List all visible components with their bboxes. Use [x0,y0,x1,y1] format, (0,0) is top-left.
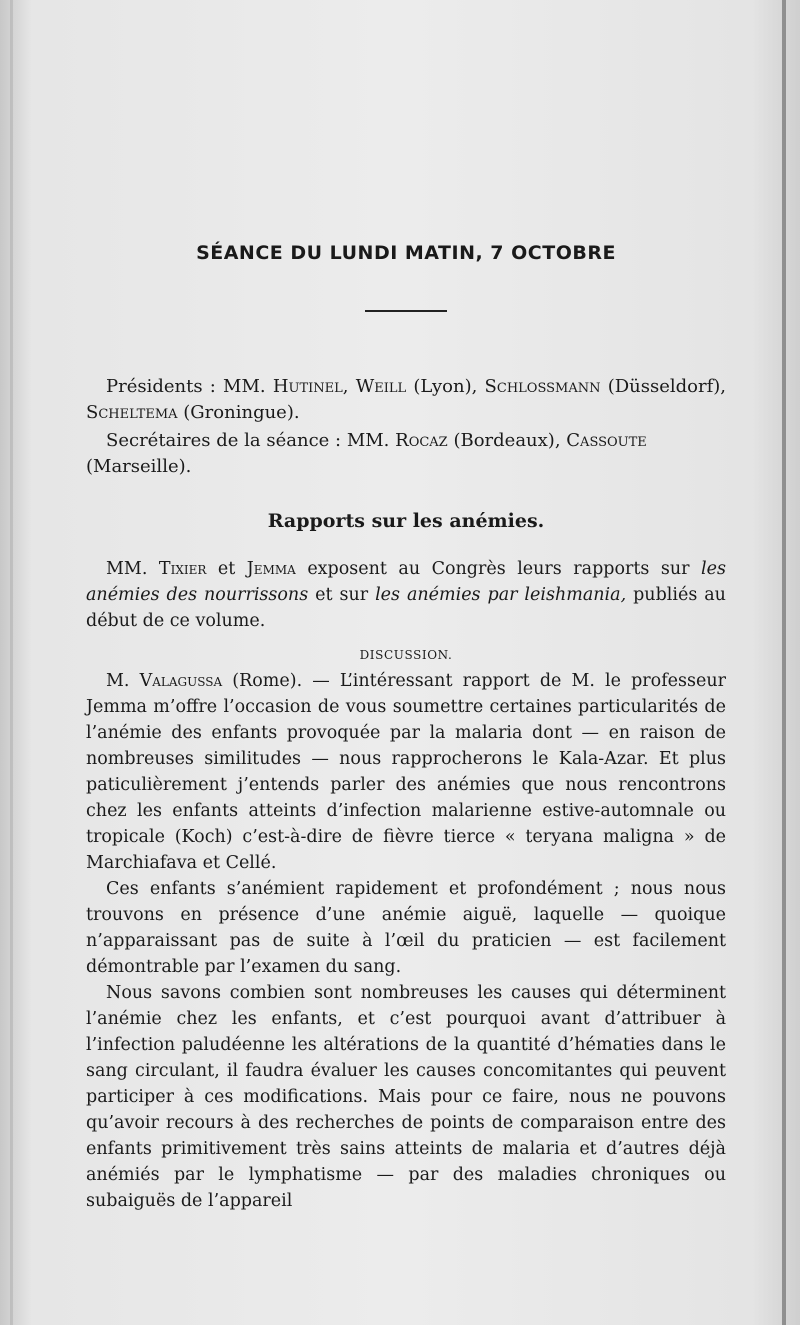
rapports-mm: MM. [106,559,148,579]
page-edge-left [10,0,13,1325]
body-paragraph-1: Ces enfants s’anémient rapidement et profondément ; nous nous trouvons en présence d’une anémie aiguë, laquelle — quoique n’apparaissant pas de suite à l’œil du praticien — est facilement démontrable par l’examen du sang. [86,879,726,977]
name-rocaz: Rocaz [395,430,448,451]
place-lyon: (Lyon), [413,376,478,397]
session-title: SÉANCE DU LUNDI MATIN, 7 OCTOBRE [196,242,616,264]
place-dusseldorf: (Düsseldorf), [607,376,726,397]
rapports-text-2: et sur [315,585,369,605]
name-jemma: Jemma [246,559,296,579]
name-schlossmann: Schlossmann [484,376,601,397]
valagussa-paragraph [86,668,726,876]
valagussa-m: M. [106,671,130,691]
name-valagussa: Valagussa [139,671,223,691]
secretaires-line [86,428,726,480]
rapports-title-2: les anémies par leishmania, [375,585,627,605]
secretaires-label: Secrétaires de la séance : MM. [106,430,390,451]
name-tixier: Tixier [158,559,207,579]
place-groningue: (Groningue). [183,402,300,423]
section-heading: Rapports sur les anémies. [267,510,545,532]
name-hutinel: Hutinel [272,376,343,397]
place-bordeaux: (Bordeaux), [453,430,561,451]
valagussa-text: (Rome). — L’intéressant rapport de M. le professeur Jemma m’offre l’occasion de vous soumettre certaines particularités de l’anémie des enfants provoquée par la malaria dont — en raison de nombreuses similitudes — nous rapprocherons le Kala-Azar. Et plus paticulièrement j’entends parler des anémies que nous rencontrons chez les enfants atteints d’infection malarienne estive-automnale ou tropicale (Koch) c’est-à-dire de fièvre tierce « teryana maligna » de Marchiafava et Cellé. [86,671,726,873]
name-scheltema: Scheltema [86,402,178,423]
page-content [86,236,726,1214]
rapports-text-1: exposent au Congrès leurs rapports sur [307,559,690,579]
rapports-text-3: publiés au début de ce volume. [86,585,726,631]
presidents-label: Présidents : MM. [106,376,266,397]
body-paragraph-2: Nous savons combien sont nombreuses les causes qui déterminent l’anémie chez les enfants, et c’est pourquoi avant d’attribuer à l’infection paludéenne les altérations de la quantité d’hématies dans le sang circulant, il faudra évaluer les causes concomitantes qui peuvent participer à ces modifications. Mais pour ce faire, nous ne pouvons qu’avoir recours à des recherches de points de comparaison entre des enfants primitivement très sains atteints de malaria et d’autres déjà anémiés par le lymphatisme — par des maladies chroniques ou subaiguës de l’appareil [86,983,726,1211]
name-weill: Weill [355,376,407,397]
page-edge-right [782,0,786,1325]
title-rule [365,310,447,312]
discussion-label: DISCUSSION. [359,648,453,662]
presidents-line: Présidents : MM. Hutinel, Weill (Lyon), Schlossmann (Düsseldorf), Scheltema (Groningue). [86,376,726,423]
rapports-paragraph [86,556,726,634]
rapports-title-1: les anémies des nourrissons [86,559,726,605]
name-cassoute: Cassoute [566,430,647,451]
place-marseille: (Marseille). [86,456,192,477]
rapports-et: et [217,559,236,579]
